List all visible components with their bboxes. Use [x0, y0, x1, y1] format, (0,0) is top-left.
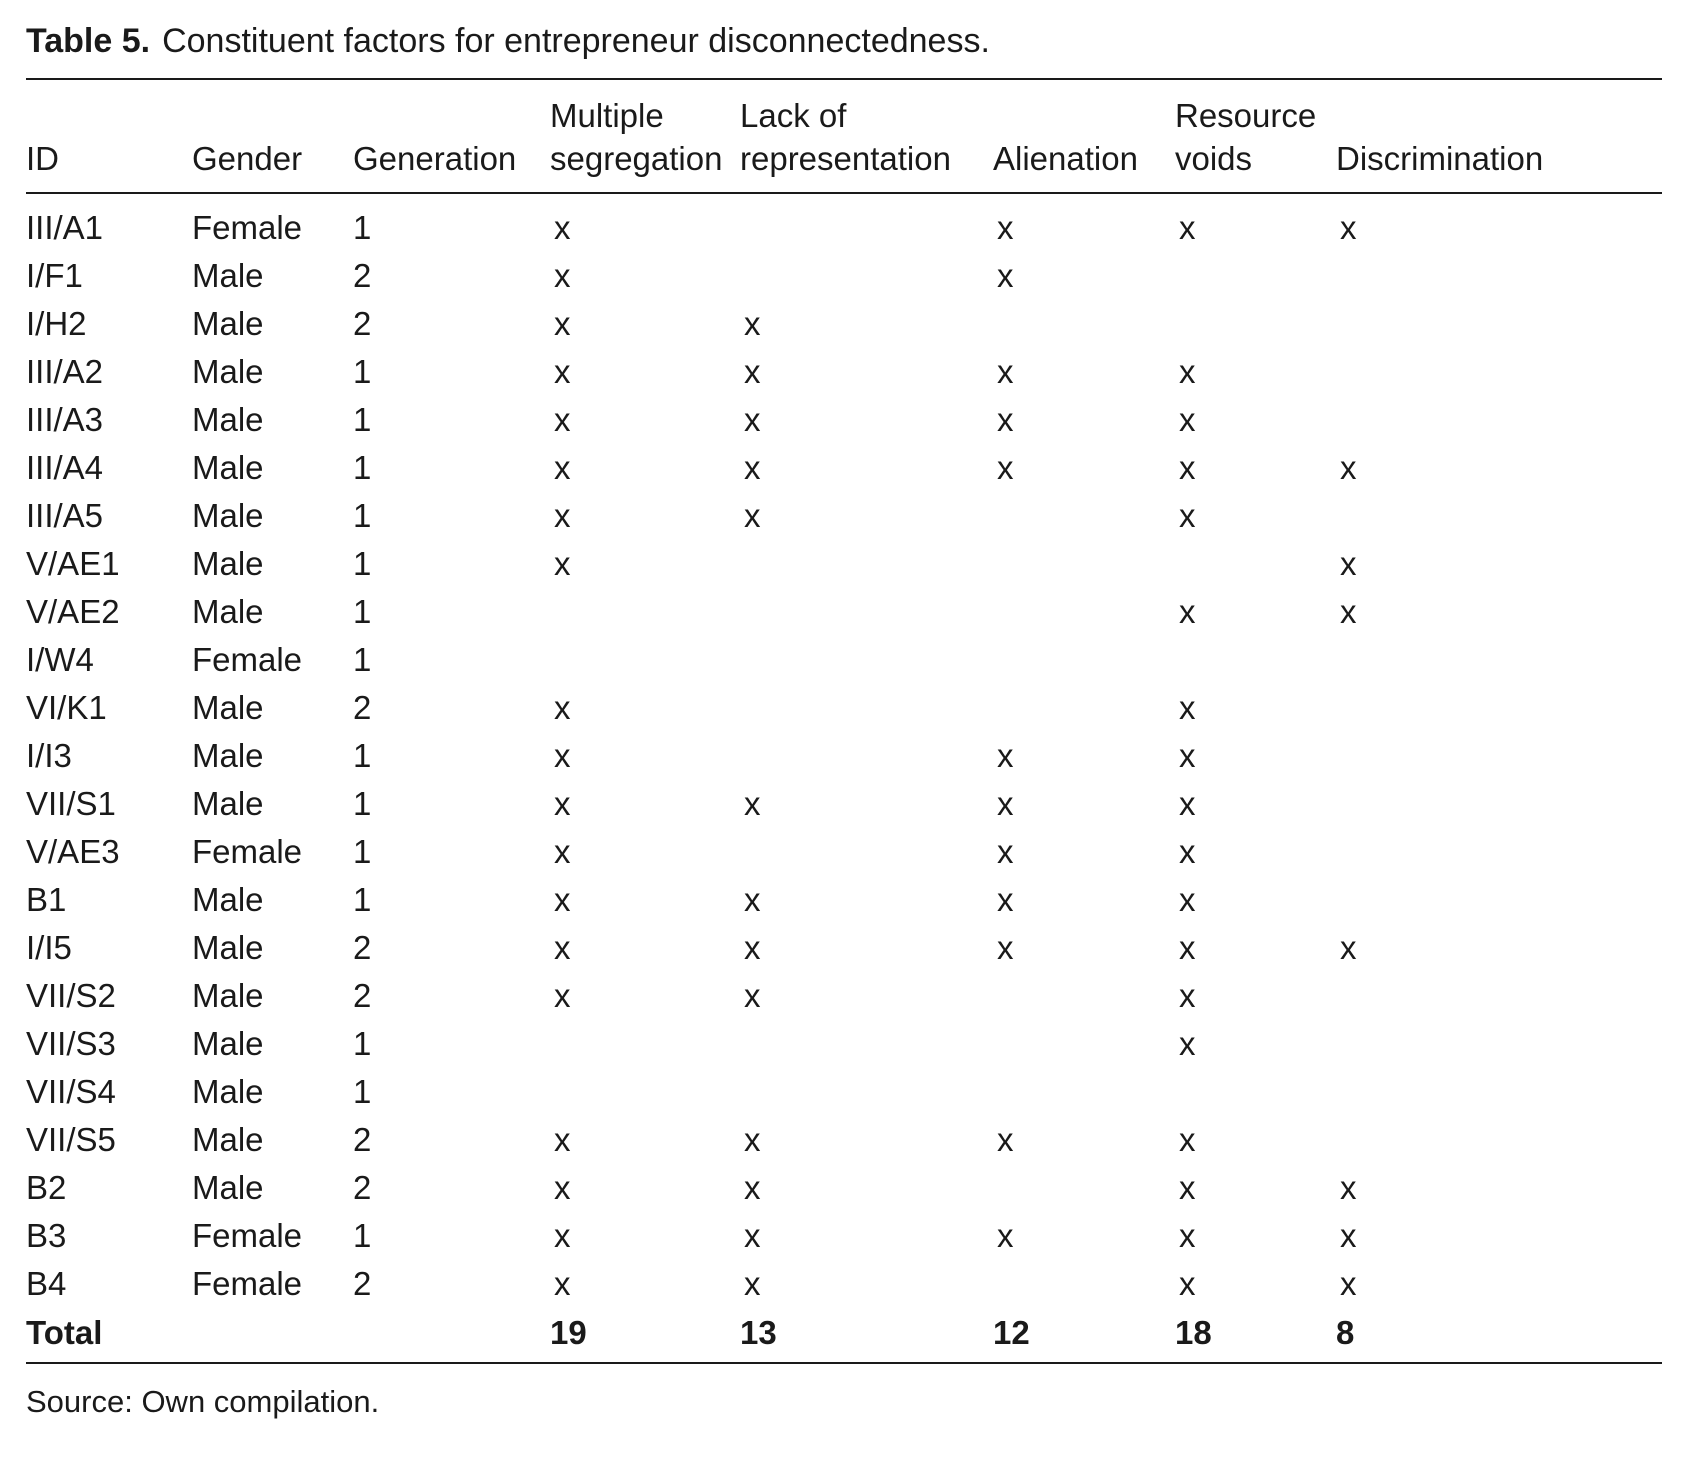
cell-generation: 2 [353, 977, 372, 1014]
cell-multiple-segregation: x [554, 881, 571, 918]
cell-resource-voids [1175, 1068, 1336, 1116]
cell-discrimination: x [1340, 593, 1357, 630]
cell-lack-of-representation: x [744, 1169, 761, 1206]
cell-alienation: x [997, 785, 1014, 822]
table-row [26, 396, 1662, 444]
column-header-line1: Multiple [550, 97, 664, 134]
cell-alienation: x [997, 401, 1014, 438]
table-row [26, 780, 1662, 828]
total-generation-empty [353, 1308, 550, 1363]
column-header-line2: ID [26, 140, 59, 177]
table-row [26, 636, 1662, 684]
cell-multiple-segregation: x [554, 929, 571, 966]
cell-resource-voids [1175, 300, 1336, 348]
cell-gender: Male [192, 401, 264, 438]
cell-lack-of-representation: x [744, 929, 761, 966]
cell-multiple-segregation [550, 1068, 740, 1116]
cell-multiple-segregation: x [554, 497, 571, 534]
column-header-line1 [993, 94, 1175, 137]
cell-id: VII/S1 [26, 785, 116, 822]
cell-alienation [993, 636, 1175, 684]
cell-lack-of-representation: x [744, 1217, 761, 1254]
cell-alienation: x [997, 257, 1014, 294]
table-row [26, 492, 1662, 540]
cell-gender: Female [192, 209, 303, 246]
data-table [26, 78, 1662, 1364]
cell-multiple-segregation [550, 636, 740, 684]
cell-lack-of-representation: x [744, 977, 761, 1014]
cell-discrimination: x [1340, 449, 1357, 486]
cell-gender: Female [192, 1265, 303, 1302]
cell-lack-of-representation: x [744, 1121, 761, 1158]
column-header [1175, 79, 1336, 193]
cell-multiple-segregation [550, 1020, 740, 1068]
cell-discrimination [1336, 1068, 1662, 1116]
cell-gender: Male [192, 1073, 264, 1110]
cell-alienation: x [997, 881, 1014, 918]
cell-discrimination [1336, 828, 1662, 876]
cell-id: V/AE1 [26, 545, 120, 582]
cell-gender: Male [192, 1169, 264, 1206]
cell-generation: 1 [353, 209, 372, 246]
cell-id: V/AE3 [26, 833, 120, 870]
column-header-line1 [1336, 94, 1662, 137]
table-row [26, 876, 1662, 924]
cell-lack-of-representation: x [744, 401, 761, 438]
table-row [26, 1116, 1662, 1164]
cell-discrimination [1336, 876, 1662, 924]
cell-lack-of-representation: x [744, 449, 761, 486]
cell-alienation: x [997, 1121, 1014, 1158]
cell-multiple-segregation: x [554, 401, 571, 438]
cell-gender: Male [192, 545, 264, 582]
cell-resource-voids: x [1179, 1169, 1196, 1206]
column-header [740, 79, 993, 193]
cell-lack-of-representation [740, 828, 993, 876]
cell-generation: 1 [353, 353, 372, 390]
cell-id: I/H2 [26, 305, 87, 342]
cell-lack-of-representation: x [744, 785, 761, 822]
column-header [192, 79, 353, 193]
cell-alienation [993, 1260, 1175, 1308]
cell-discrimination: x [1340, 209, 1357, 246]
cell-resource-voids: x [1179, 689, 1196, 726]
table-row [26, 1260, 1662, 1308]
column-header-line2: Generation [353, 140, 517, 177]
cell-id: III/A3 [26, 401, 104, 438]
table-row [26, 252, 1662, 300]
cell-resource-voids: x [1179, 1025, 1196, 1062]
cell-id: B1 [26, 881, 67, 918]
cell-alienation [993, 540, 1175, 588]
cell-discrimination [1336, 252, 1662, 300]
column-header [353, 79, 550, 193]
cell-gender: Female [192, 641, 303, 678]
cell-gender: Male [192, 257, 264, 294]
table-row [26, 972, 1662, 1020]
cell-alienation [993, 1020, 1175, 1068]
cell-resource-voids: x [1179, 1217, 1196, 1254]
cell-id: I/W4 [26, 641, 94, 678]
cell-lack-of-representation: x [744, 353, 761, 390]
cell-alienation: x [997, 353, 1014, 390]
table-row [26, 924, 1662, 972]
table-row [26, 684, 1662, 732]
cell-resource-voids: x [1179, 977, 1196, 1014]
table-caption-label: Table 5. [26, 22, 151, 60]
total-resource-voids: 18 [1175, 1314, 1212, 1351]
cell-gender: Male [192, 689, 264, 726]
cell-gender: Male [192, 737, 264, 774]
cell-id: VII/S3 [26, 1025, 116, 1062]
cell-discrimination: x [1340, 545, 1357, 582]
cell-generation: 1 [353, 737, 372, 774]
cell-lack-of-representation: x [744, 881, 761, 918]
cell-generation: 1 [353, 401, 372, 438]
cell-alienation: x [997, 1217, 1014, 1254]
cell-alienation [993, 684, 1175, 732]
table-body [26, 193, 1662, 1308]
cell-gender: Male [192, 305, 264, 342]
table-row [26, 1212, 1662, 1260]
cell-resource-voids: x [1179, 785, 1196, 822]
column-header-line1: Resource [1175, 97, 1317, 134]
cell-gender: Male [192, 1025, 264, 1062]
cell-gender: Male [192, 1121, 264, 1158]
cell-alienation [993, 300, 1175, 348]
cell-generation: 1 [353, 641, 372, 678]
column-header-line1 [192, 94, 353, 137]
cell-resource-voids: x [1179, 1121, 1196, 1158]
cell-discrimination: x [1340, 1265, 1357, 1302]
cell-gender: Male [192, 929, 264, 966]
table-row [26, 1068, 1662, 1116]
cell-multiple-segregation: x [554, 305, 571, 342]
cell-alienation [993, 588, 1175, 636]
cell-id: VI/K1 [26, 689, 107, 726]
cell-lack-of-representation [740, 1020, 993, 1068]
total-label: Total [26, 1314, 103, 1351]
column-header [1336, 79, 1662, 193]
cell-id: III/A1 [26, 209, 104, 246]
cell-id: VII/S4 [26, 1073, 116, 1110]
cell-multiple-segregation: x [554, 689, 571, 726]
cell-alienation: x [997, 929, 1014, 966]
cell-discrimination: x [1340, 1169, 1357, 1206]
table-row [26, 348, 1662, 396]
cell-id: III/A5 [26, 497, 104, 534]
column-header-line2: segregation [550, 140, 723, 177]
table-row [26, 444, 1662, 492]
table-row [26, 732, 1662, 780]
cell-generation: 1 [353, 545, 372, 582]
cell-generation: 1 [353, 785, 372, 822]
cell-discrimination: x [1340, 1217, 1357, 1254]
cell-alienation: x [997, 833, 1014, 870]
column-header-line2: Alienation [993, 140, 1138, 177]
cell-discrimination [1336, 1116, 1662, 1164]
cell-gender: Male [192, 593, 264, 630]
cell-resource-voids: x [1179, 593, 1196, 630]
total-multiple-segregation: 19 [550, 1314, 587, 1351]
cell-id: VII/S2 [26, 977, 116, 1014]
cell-resource-voids: x [1179, 449, 1196, 486]
column-header [26, 79, 192, 193]
cell-alienation: x [997, 209, 1014, 246]
cell-discrimination [1336, 300, 1662, 348]
cell-multiple-segregation: x [554, 737, 571, 774]
column-header-line2: Gender [192, 140, 303, 177]
cell-alienation: x [997, 737, 1014, 774]
cell-resource-voids: x [1179, 1265, 1196, 1302]
cell-discrimination [1336, 732, 1662, 780]
cell-generation: 2 [353, 257, 372, 294]
cell-generation: 1 [353, 1025, 372, 1062]
cell-discrimination [1336, 396, 1662, 444]
cell-alienation [993, 492, 1175, 540]
column-header [993, 79, 1175, 193]
cell-lack-of-representation [740, 252, 993, 300]
cell-discrimination [1336, 348, 1662, 396]
cell-lack-of-representation [740, 636, 993, 684]
cell-gender: Male [192, 353, 264, 390]
cell-resource-voids: x [1179, 497, 1196, 534]
cell-resource-voids [1175, 636, 1336, 684]
cell-alienation [993, 1164, 1175, 1212]
table-header-row [26, 79, 1662, 193]
cell-resource-voids: x [1179, 401, 1196, 438]
cell-discrimination [1336, 684, 1662, 732]
cell-alienation [993, 1068, 1175, 1116]
source-note: Source: Own compilation. [26, 1384, 380, 1419]
table-row [26, 828, 1662, 876]
cell-id: I/F1 [26, 257, 83, 294]
cell-discrimination [1336, 780, 1662, 828]
table-caption [26, 14, 1662, 68]
cell-id: VII/S5 [26, 1121, 116, 1158]
cell-alienation: x [997, 449, 1014, 486]
cell-discrimination [1336, 492, 1662, 540]
cell-generation: 2 [353, 689, 372, 726]
cell-lack-of-representation [740, 193, 993, 252]
table-row [26, 193, 1662, 252]
cell-id: I/I3 [26, 737, 72, 774]
cell-resource-voids: x [1179, 209, 1196, 246]
cell-gender: Female [192, 1217, 303, 1254]
cell-multiple-segregation: x [554, 1121, 571, 1158]
cell-alienation [993, 972, 1175, 1020]
table-row [26, 1164, 1662, 1212]
cell-discrimination: x [1340, 929, 1357, 966]
table-row [26, 1020, 1662, 1068]
cell-resource-voids [1175, 540, 1336, 588]
cell-gender: Male [192, 449, 264, 486]
cell-generation: 1 [353, 1073, 372, 1110]
column-header [550, 79, 740, 193]
cell-multiple-segregation: x [554, 977, 571, 1014]
cell-lack-of-representation: x [744, 497, 761, 534]
cell-gender: Female [192, 833, 303, 870]
cell-generation: 1 [353, 833, 372, 870]
cell-generation: 2 [353, 1121, 372, 1158]
cell-gender: Male [192, 497, 264, 534]
cell-multiple-segregation: x [554, 1217, 571, 1254]
column-header-line1 [26, 94, 192, 137]
cell-generation: 2 [353, 305, 372, 342]
table-row [26, 540, 1662, 588]
cell-lack-of-representation [740, 588, 993, 636]
cell-resource-voids: x [1179, 833, 1196, 870]
cell-resource-voids: x [1179, 881, 1196, 918]
cell-id: B3 [26, 1217, 67, 1254]
cell-id: I/I5 [26, 929, 72, 966]
cell-multiple-segregation: x [554, 449, 571, 486]
cell-lack-of-representation: x [744, 1265, 761, 1302]
total-discrimination: 8 [1336, 1314, 1355, 1351]
table-caption-text: Constituent factors for entrepreneur disconnectedness. [162, 22, 990, 60]
column-header-line2: voids [1175, 140, 1253, 177]
total-row [26, 1308, 1662, 1363]
cell-resource-voids: x [1179, 353, 1196, 390]
column-header-line2: Discrimination [1336, 140, 1544, 177]
cell-generation: 1 [353, 593, 372, 630]
cell-generation: 1 [353, 881, 372, 918]
cell-multiple-segregation: x [554, 1265, 571, 1302]
cell-generation: 2 [353, 1265, 372, 1302]
cell-resource-voids: x [1179, 737, 1196, 774]
table-row [26, 300, 1662, 348]
cell-id: III/A2 [26, 353, 104, 390]
cell-generation: 1 [353, 497, 372, 534]
table-row [26, 588, 1662, 636]
cell-lack-of-representation [740, 540, 993, 588]
total-alienation: 12 [993, 1314, 1030, 1351]
cell-id: B2 [26, 1169, 67, 1206]
cell-generation: 1 [353, 1217, 372, 1254]
total-lack-of-representation: 13 [740, 1314, 777, 1351]
cell-resource-voids [1175, 252, 1336, 300]
cell-multiple-segregation: x [554, 833, 571, 870]
cell-resource-voids: x [1179, 929, 1196, 966]
cell-multiple-segregation: x [554, 545, 571, 582]
total-gender-empty [192, 1308, 353, 1363]
cell-gender: Male [192, 785, 264, 822]
cell-multiple-segregation: x [554, 353, 571, 390]
cell-id: III/A4 [26, 449, 104, 486]
cell-discrimination [1336, 636, 1662, 684]
column-header-line1: Lack of [740, 97, 847, 134]
cell-generation: 1 [353, 449, 372, 486]
cell-gender: Male [192, 881, 264, 918]
cell-generation: 2 [353, 1169, 372, 1206]
column-header-line1 [353, 94, 550, 137]
cell-multiple-segregation: x [554, 257, 571, 294]
cell-lack-of-representation: x [744, 305, 761, 342]
cell-id: B4 [26, 1265, 67, 1302]
cell-discrimination [1336, 972, 1662, 1020]
cell-discrimination [1336, 1020, 1662, 1068]
cell-lack-of-representation [740, 1068, 993, 1116]
table-figure [26, 14, 1662, 1422]
cell-multiple-segregation: x [554, 785, 571, 822]
cell-multiple-segregation: x [554, 1169, 571, 1206]
cell-multiple-segregation: x [554, 209, 571, 246]
cell-id: V/AE2 [26, 593, 120, 630]
column-header-line2: representation [740, 140, 951, 177]
cell-gender: Male [192, 977, 264, 1014]
cell-generation: 2 [353, 929, 372, 966]
cell-lack-of-representation [740, 684, 993, 732]
cell-lack-of-representation [740, 732, 993, 780]
cell-multiple-segregation [550, 588, 740, 636]
